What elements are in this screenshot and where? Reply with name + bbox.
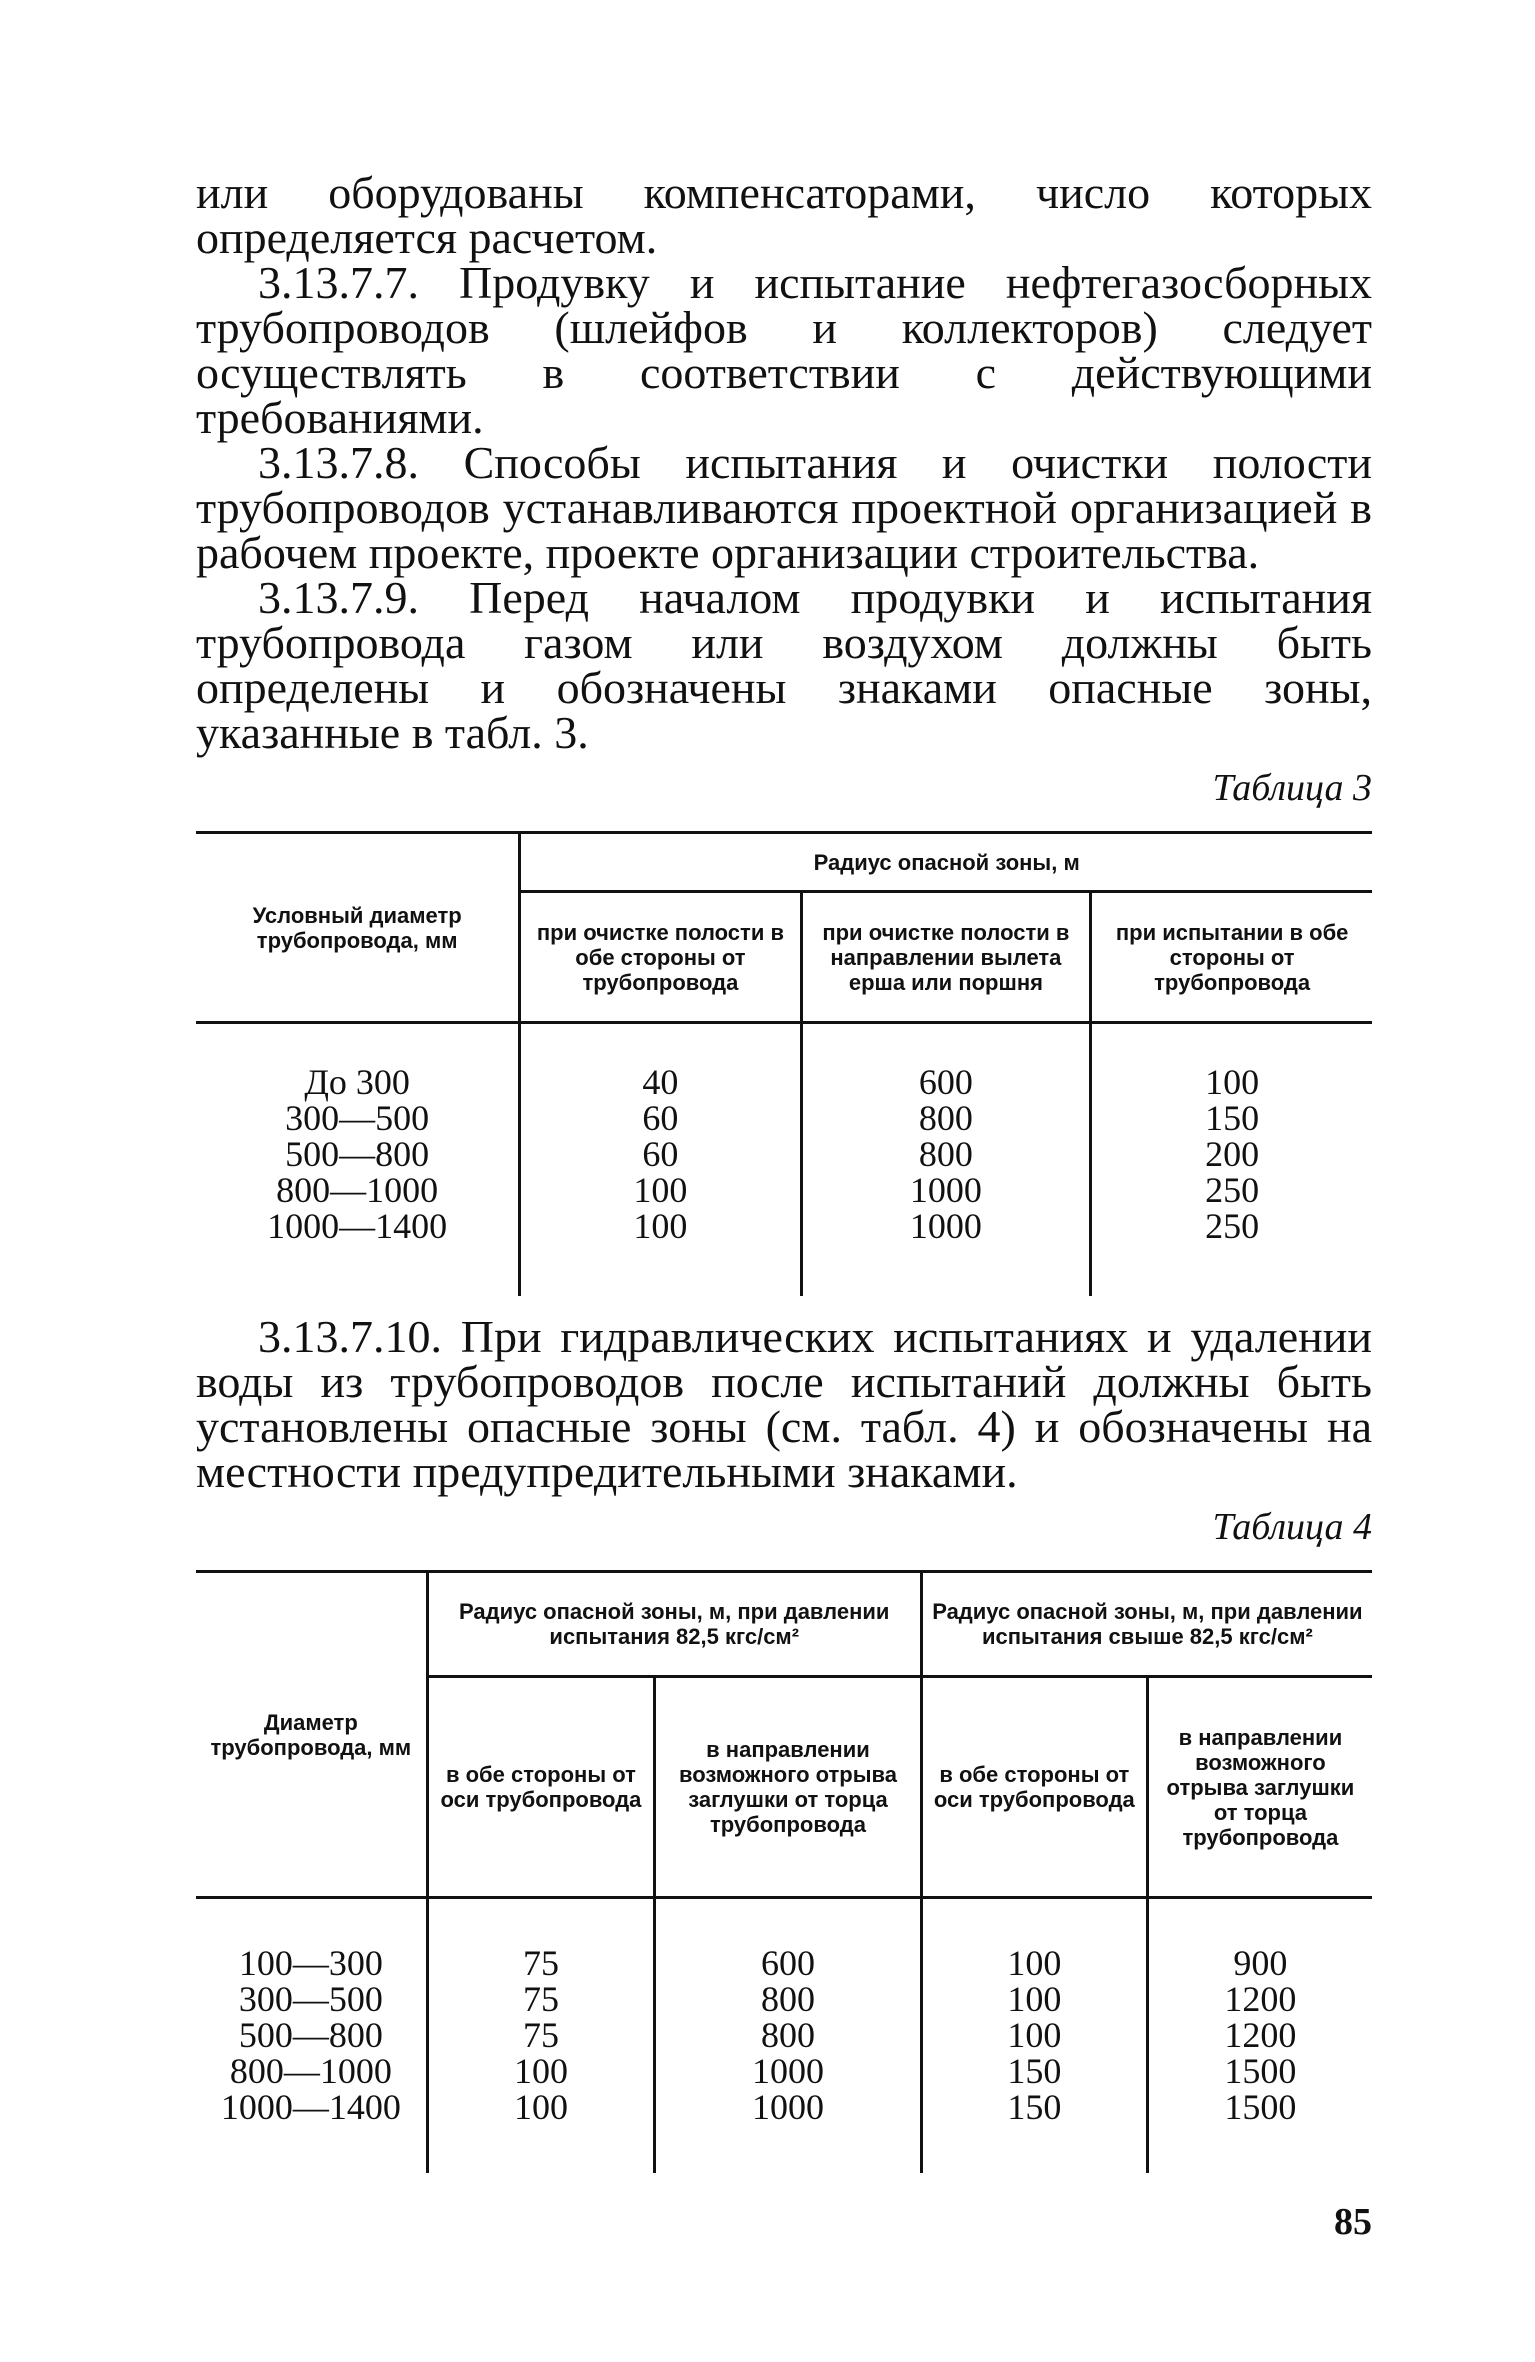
table-cell: 100 bbox=[513, 2087, 568, 2127]
table-cell: 250 bbox=[1205, 1206, 1260, 1246]
paragraph-3-13-7-7: 3.13.7.7. Продувку и испытание нефтегазосборных трубопроводов (шлейфов и коллекторов) следует осуществлять в соответствии с действующими требованиями. bbox=[196, 257, 1372, 443]
page-number: 85 bbox=[1334, 2201, 1372, 2243]
table-cell: 100 bbox=[513, 2051, 568, 2091]
table-cell: 1000 bbox=[909, 1170, 982, 1210]
table-cell: 200 bbox=[1205, 1134, 1260, 1174]
t4-body bbox=[196, 1898, 1372, 2174]
t4-col-4 bbox=[1147, 1898, 1372, 2174]
table-cell: 100—300 bbox=[238, 1943, 383, 1983]
table-cell: 250 bbox=[1205, 1170, 1260, 1210]
t4-header-group-2: Радиус опасной зоны, м, при давлении испытания свыше 82,5 кгс/см² bbox=[921, 1572, 1372, 1677]
table-cell: 1000—1400 bbox=[267, 1206, 448, 1246]
table-cell: 60 bbox=[642, 1134, 679, 1174]
t4-col-1 bbox=[427, 1898, 655, 2174]
paragraph-3-13-7-10: 3.13.7.10. При гидравлических испытаниях и удалении воды из трубопроводов после испытаний должны быть установлены опасные зоны (см. табл. 4) и обозначены на местности предупредительными знаками. bbox=[196, 1311, 1372, 1497]
table-3-caption: Таблица 3 bbox=[1212, 767, 1372, 809]
table-cell: 1200 bbox=[1224, 1979, 1297, 2019]
t3-header-diameter: Условный диаметр трубопровода, мм bbox=[196, 833, 520, 1023]
table-cell: 500—800 bbox=[238, 2015, 383, 2055]
table-cell: 1500 bbox=[1224, 2051, 1297, 2091]
table-cell: 800 bbox=[760, 1979, 815, 2019]
t4-header-group-1: Радиус опасной зоны, м, при давлении испытания 82,5 кгс/см² bbox=[427, 1572, 921, 1677]
table-cell: 150 bbox=[1007, 2087, 1062, 2127]
table-cell: 100 bbox=[1007, 1979, 1062, 2019]
table-cell: 100 bbox=[633, 1170, 688, 1210]
t3-header-col2: при очистке полости в направлении вылета ерша или поршня bbox=[801, 892, 1091, 1023]
t4-col-diameter bbox=[196, 1898, 427, 2174]
t4-col-3 bbox=[921, 1898, 1147, 2174]
t3-col-3 bbox=[1091, 1023, 1372, 1297]
table-cell: 75 bbox=[522, 1943, 559, 1983]
t3-col-1 bbox=[520, 1023, 801, 1297]
table-cell: 300—500 bbox=[285, 1098, 430, 1138]
table-cell: 800—1000 bbox=[229, 2051, 392, 2091]
t3-col-diameter bbox=[196, 1023, 520, 1297]
t4-header-diameter: Диаметр трубопровода, мм bbox=[196, 1572, 427, 1898]
paragraph-continuation: или оборудованы компенсаторами, число которых определяется расчетом. bbox=[196, 167, 1372, 263]
table-cell: 1000 bbox=[751, 2087, 824, 2127]
t3-body bbox=[196, 1023, 1372, 1297]
t4-header-col2: в направлении возможного отрыва заглушки от торца трубопровода bbox=[655, 1677, 922, 1898]
table-cell: 1000 bbox=[751, 2051, 824, 2091]
table-cell: 1500 bbox=[1224, 2087, 1297, 2127]
table-cell: 100 bbox=[1205, 1062, 1260, 1102]
paragraph-3-13-7-8: 3.13.7.8. Способы испытания и очистки полости трубопроводов устанавливаются проектной организацией в рабочем проекте, проекте организации строительства. bbox=[196, 437, 1372, 578]
table-cell: 600 bbox=[760, 1943, 815, 1983]
table-3 bbox=[196, 831, 1372, 1296]
t3-header-radius-group: Радиус опасной зоны, м bbox=[520, 833, 1372, 892]
table-cell: 600 bbox=[918, 1062, 973, 1102]
t3-col-2 bbox=[801, 1023, 1091, 1297]
paragraph-3-13-7-9: 3.13.7.9. Перед началом продувки и испытания трубопровода газом или воздухом должны быть определены и обозначены знаками опасные зоны, указанные в табл. 3. bbox=[196, 572, 1372, 758]
table-cell: 40 bbox=[642, 1062, 679, 1102]
table-cell: 100 bbox=[1007, 2015, 1062, 2055]
table-cell: 75 bbox=[522, 2015, 559, 2055]
table-cell: 900 bbox=[1233, 1943, 1288, 1983]
table-cell: До 300 bbox=[304, 1062, 410, 1102]
table-cell: 800 bbox=[760, 2015, 815, 2055]
table-cell: 1000—1400 bbox=[220, 2087, 401, 2127]
t3-header-col1: при очистке полости в обе стороны от трубопровода bbox=[520, 892, 801, 1023]
table-cell: 300—500 bbox=[238, 1979, 383, 2019]
table-4 bbox=[196, 1570, 1372, 2173]
t4-header-col4: в направлении возможного отрыва заглушки от торца трубопровода bbox=[1147, 1677, 1372, 1898]
t4-header-col1: в обе стороны от оси трубопровода bbox=[427, 1677, 655, 1898]
t4-col-2 bbox=[655, 1898, 922, 2174]
table-cell: 75 bbox=[522, 1979, 559, 2019]
table-cell: 1000 bbox=[909, 1206, 982, 1246]
table-cell: 500—800 bbox=[285, 1134, 430, 1174]
table-cell: 1200 bbox=[1224, 2015, 1297, 2055]
table-cell: 800 bbox=[918, 1098, 973, 1138]
table-cell: 100 bbox=[633, 1206, 688, 1246]
table-cell: 150 bbox=[1205, 1098, 1260, 1138]
table-cell: 60 bbox=[642, 1098, 679, 1138]
table-cell: 150 bbox=[1007, 2051, 1062, 2091]
t3-header-col3: при испытании в обе стороны от трубопровода bbox=[1091, 892, 1372, 1023]
table-cell: 100 bbox=[1007, 1943, 1062, 1983]
table-cell: 800 bbox=[918, 1134, 973, 1174]
table-4-caption: Таблица 4 bbox=[1212, 1506, 1372, 1548]
table-cell: 800—1000 bbox=[276, 1170, 439, 1210]
document-page bbox=[196, 167, 1372, 2243]
t4-header-col3: в обе стороны от оси трубопровода bbox=[921, 1677, 1147, 1898]
